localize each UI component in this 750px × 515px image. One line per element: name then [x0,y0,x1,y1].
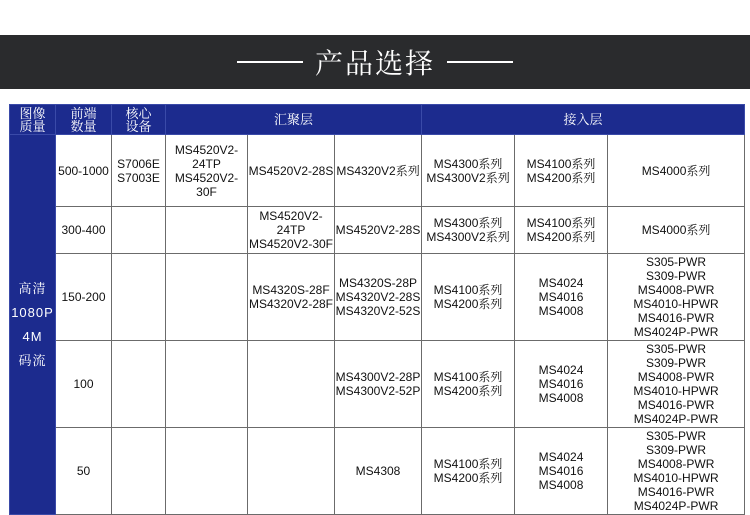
access-cell-2: MS4100系列 MS4200系列 [515,207,608,254]
core-device-cell [112,428,166,515]
aggregation-cell-1 [166,207,248,254]
product-selection-table-wrap [9,104,744,513]
header-row [10,105,745,135]
title-left-rule [237,61,303,63]
core-device-cell [112,341,166,428]
aggregation-cell-2: MS4520V2- 24TP MS4520V2-30F [248,207,335,254]
frontend-count-cell: 500-1000 [56,135,112,207]
table-row [10,341,745,428]
table-row [10,207,745,254]
table-row [10,135,745,207]
page-title: 产品选择 [314,47,435,80]
access-cell-3: S305-PWR S309-PWR MS4008-PWR MS4010-HPWR MS4016-PWR MS4024P-PWR [608,341,745,428]
title-banner [0,35,750,89]
top-margin [0,0,750,35]
core-device-cell [112,207,166,254]
aggregation-cell-3: MS4520V2-28S [335,207,422,254]
frontend-count-cell: 300-400 [56,207,112,254]
aggregation-cell-2: MS4520V2-28S [248,135,335,207]
access-cell-1: MS4300系列 MS4300V2系列 [422,135,515,207]
aggregation-cell-1: MS4520V2- 24TP MS4520V2- 30F [166,135,248,207]
access-cell-2: MS4100系列 MS4200系列 [515,135,608,207]
access-cell-3: MS4000系列 [608,207,745,254]
header-access-layer: 接入层 [422,105,745,135]
aggregation-cell-3: MS4300V2-28P MS4300V2-52P [335,341,422,428]
frontend-count-cell: 150-200 [56,254,112,341]
frontend-count-cell: 50 [56,428,112,515]
header-frontend-count: 前端 数量 [56,105,112,135]
table-row [10,254,745,341]
title-right-rule [447,61,513,63]
access-cell-3: MS4000系列 [608,135,745,207]
core-device-cell: S7006E S7003E [112,135,166,207]
aggregation-cell-3: MS4308 [335,428,422,515]
access-cell-2: MS4024 MS4016 MS4008 [515,428,608,515]
product-selection-table [9,104,745,515]
header-image-quality: 图像 质量 [10,105,56,135]
access-cell-3: S305-PWR S309-PWR MS4008-PWR MS4010-HPWR MS4016-PWR MS4024P-PWR [608,428,745,515]
image-quality-label: 高清 1080P 4M 码流 [10,135,56,515]
access-cell-2: MS4024 MS4016 MS4008 [515,254,608,341]
access-cell-1: MS4100系列 MS4200系列 [422,428,515,515]
header-core-device: 核心 设备 [112,105,166,135]
aggregation-cell-3: MS4320S-28P MS4320V2-28S MS4320V2-52S [335,254,422,341]
aggregation-cell-3: MS4320V2系列 [335,135,422,207]
core-device-cell [112,254,166,341]
table-row [10,428,745,515]
header-aggregation-layer: 汇聚层 [166,105,422,135]
aggregation-cell-2 [248,341,335,428]
access-cell-1: MS4300系列 MS4300V2系列 [422,207,515,254]
aggregation-cell-1 [166,428,248,515]
aggregation-cell-2: MS4320S-28F MS4320V2-28F [248,254,335,341]
access-cell-3: S305-PWR S309-PWR MS4008-PWR MS4010-HPWR MS4016-PWR MS4024P-PWR [608,254,745,341]
aggregation-cell-1 [166,341,248,428]
aggregation-cell-2 [248,428,335,515]
frontend-count-cell: 100 [56,341,112,428]
access-cell-2: MS4024 MS4016 MS4008 [515,341,608,428]
access-cell-1: MS4100系列 MS4200系列 [422,254,515,341]
access-cell-1: MS4100系列 MS4200系列 [422,341,515,428]
aggregation-cell-1 [166,254,248,341]
